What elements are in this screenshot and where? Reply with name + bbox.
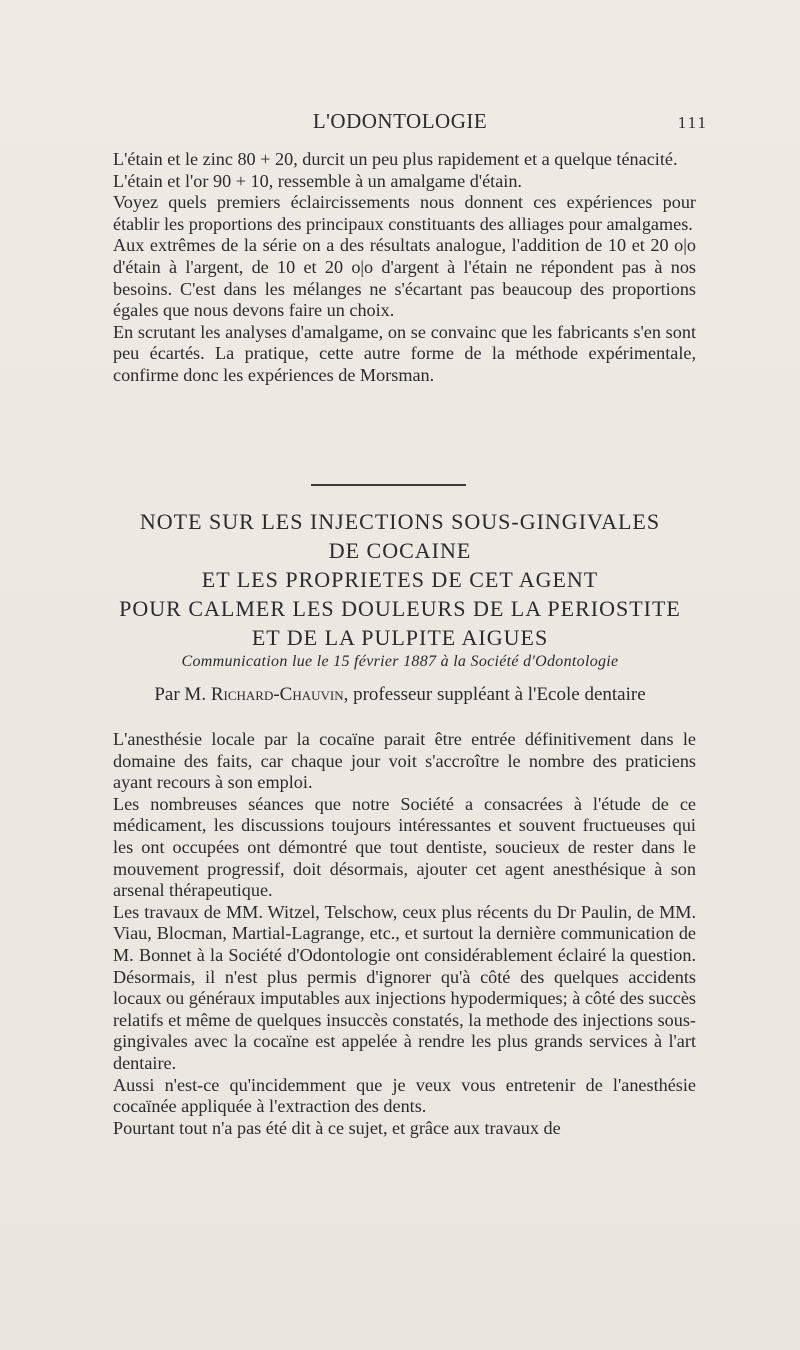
paragraph: Aux extrêmes de la série on a des résultats analogue, l'addition de 10 et 20 o|o d'étain à l'argent, de 10 et 20 o|o d'argent à l'étain ne répondent pas à nos besoins. C'est dans les mélanges ne s'écartant pas beaucoup des proportions égales que nous devons faire un choix. xyxy=(113,235,696,321)
running-head xyxy=(0,107,800,137)
article-title-line: NOTE SUR LES INJECTIONS SOUS-GINGIVALES xyxy=(139,509,661,534)
paragraph: Les travaux de MM. Witzel, Telschow, ceux plus récents du Dr Paulin, de MM. Viau, Blocman, Martial-Lagrange, etc., et surtout la dernière communication de M. Bonnet à la Société d'Odontologie ont considérablement éclairé la question. Désormais, il n'est plus permis d'ignorer qu'à côté des quelques accidents locaux ou généraux imputables aux injections hypodermiques; à côté des succès relatifs et même de quelques insuccès constatés, la methode des injections sous-gingivales avec la cocaïne est appelée à rendre les plus grands services à l'art dentaire. xyxy=(113,901,696,1073)
paragraph: Voyez quels premiers éclaircissements nous donnent ces expériences pour établir les proportions des principaux constituants des alliages pour amalgames. xyxy=(113,192,696,234)
article-title-line: ET DE LA PULPITE AIGUES xyxy=(251,625,549,650)
paragraph: En scrutant les analyses d'amalgame, on se convainc que les fabricants s'en sont peu écartés. La pratique, cette autre forme de la méthode expérimentale, confirme donc les expériences de Morsman. xyxy=(113,321,696,385)
paragraph: L'anesthésie locale par la cocaïne parait être entrée définitivement dans le domaine des faits, car chaque jour voit s'accroître le nombre des praticiens ayant recours à son emploi. xyxy=(113,729,696,793)
paragraph: Pourtant tout n'a pas été dit à ce sujet, et grâce aux travaux de xyxy=(113,1117,561,1138)
article-body xyxy=(113,729,696,1139)
article-title-line: POUR CALMER LES DOULEURS DE LA PERIOSTITE xyxy=(119,596,681,621)
continued-text xyxy=(113,149,696,387)
author-name: Richard-Chauvin xyxy=(210,684,344,705)
article-title xyxy=(80,507,720,652)
running-title: L'ODONTOLOGIE xyxy=(312,109,488,133)
article-byline xyxy=(80,684,720,706)
paragraph: L'étain et le zinc 80 + 20, durcit un peu plus rapidement et a quelque ténacité. xyxy=(113,149,678,169)
byline-suffix: , professeur suppléant à l'Ecole dentaire xyxy=(343,684,646,705)
paragraph: Les nombreuses séances que notre Société a consacrées à l'étude de ce médicament, les discussions toujours intéressantes et souvent fructueuses qui les ont occupées ont démontré que tout dentiste, soucieux de rester dans le mouvement progressif, doit désormais, ajouter cet agent anesthésique à son arsenal thérapeutique. xyxy=(113,793,696,901)
paragraph: L'étain et l'or 90 + 10, ressemble à un amalgame d'étain. xyxy=(113,170,522,191)
article-title-line: DE COCAINE xyxy=(328,538,472,563)
paragraph: Aussi n'est-ce qu'incidemment que je veux vous entretenir de l'anesthésie cocaïnée appliquée à l'extraction des dents. xyxy=(113,1074,696,1117)
section-divider xyxy=(311,484,466,486)
byline-prefix: Par M. xyxy=(154,684,207,705)
page-number: 111 xyxy=(677,113,708,132)
article-title-line: ET LES PROPRIETES DE CET AGENT xyxy=(201,567,599,592)
article-subtitle: Communication lue le 15 février 1887 à la Société d'Odontologie xyxy=(181,653,619,670)
